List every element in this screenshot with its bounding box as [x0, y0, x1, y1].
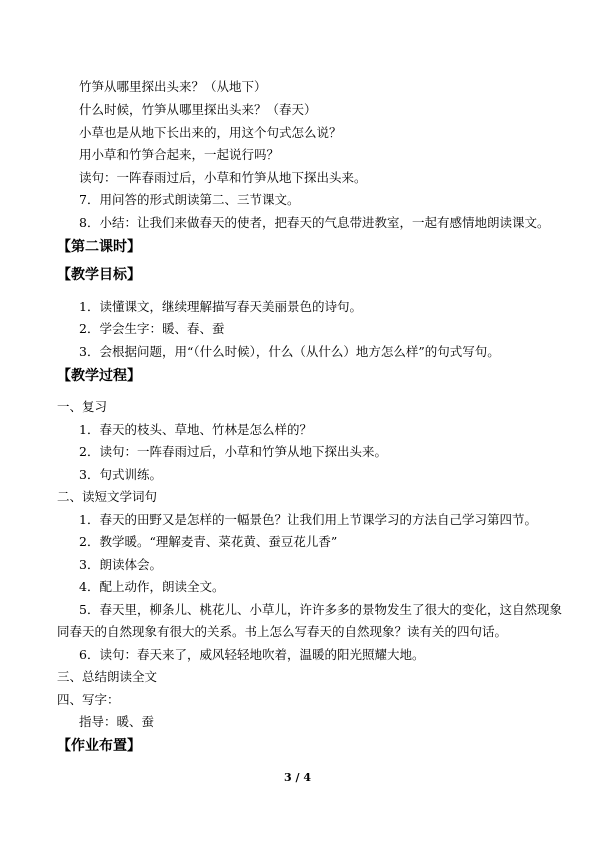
process-item: 二、读短文学词句 — [57, 489, 158, 504]
text-line: 读句：一阵春雨过后，小草和竹笋从地下探出头来。 — [79, 170, 367, 185]
process-item: 四、写字： — [57, 692, 120, 707]
process-item: 1．春天的田野又是怎样的一幅景色？让我们用上节课学习的方法自己学习第四节。 — [79, 512, 537, 527]
process-item: 指导：暖、蚕 — [79, 714, 155, 729]
process-item: 2．教学暖。“理解麦青、菜花黄、蚕豆花儿香” — [79, 534, 338, 549]
process-item: 2．读句：一阵春雨过后，小草和竹笋从地下探出头来。 — [79, 444, 387, 459]
section-heading-second-lesson: 【第二课时】 — [57, 239, 141, 255]
process-item: 1．春天的枝头、草地、竹林是怎么样的？ — [79, 422, 312, 437]
text-line: 竹笋从哪里探出头来？（从地下） — [79, 79, 267, 94]
process-item: 同春天的自然现象有很大的关系。书上怎么写春天的自然现象？读有关的四句话。 — [57, 624, 508, 639]
process-item: 6．读句：春天来了，威风轻轻地吹着，温暖的阳光照耀大地。 — [79, 647, 425, 662]
text-line: 小草也是从地下长出来的，用这个句式怎么说？ — [79, 125, 342, 140]
process-item: 3．句式训练。 — [79, 467, 162, 482]
process-item: 3．朗读体会。 — [79, 557, 162, 572]
text-line: 用小草和竹笋合起来，一起说行吗？ — [79, 147, 280, 162]
page-number: 3 / 4 — [284, 771, 311, 784]
process-item: 一、复习 — [57, 399, 108, 414]
goal-item: 3．会根据问题，用“（什么时候），什么（从什么）地方怎么样”的句式写句。 — [79, 344, 500, 359]
section-heading-homework: 【作业布置】 — [57, 738, 141, 754]
text-line: 7．用问答的形式朗读第二、三节课文。 — [79, 192, 300, 207]
process-item: 4．配上动作，朗读全文。 — [79, 579, 225, 594]
text-line: 8．小结：让我们来做春天的使者，把春天的气息带进教室，一起有感情地朗读课文。 — [79, 215, 550, 230]
section-heading-teaching-goals: 【教学目标】 — [57, 267, 141, 283]
section-heading-teaching-process: 【教学过程】 — [57, 368, 141, 384]
text-line: 什么时候，竹笋从哪里探出头来？（春天） — [79, 102, 317, 117]
process-item: 三、总结朗读全文 — [57, 669, 158, 684]
process-item: 5．春天里，柳条儿、桃花儿、小草儿，许许多多的景物发生了很大的变化，这自然现象 — [79, 602, 562, 617]
goal-item: 2．学会生字：暖、春、蚕 — [79, 321, 225, 336]
goal-item: 1．读懂课文，继续理解描写春天美丽景色的诗句。 — [79, 299, 362, 314]
